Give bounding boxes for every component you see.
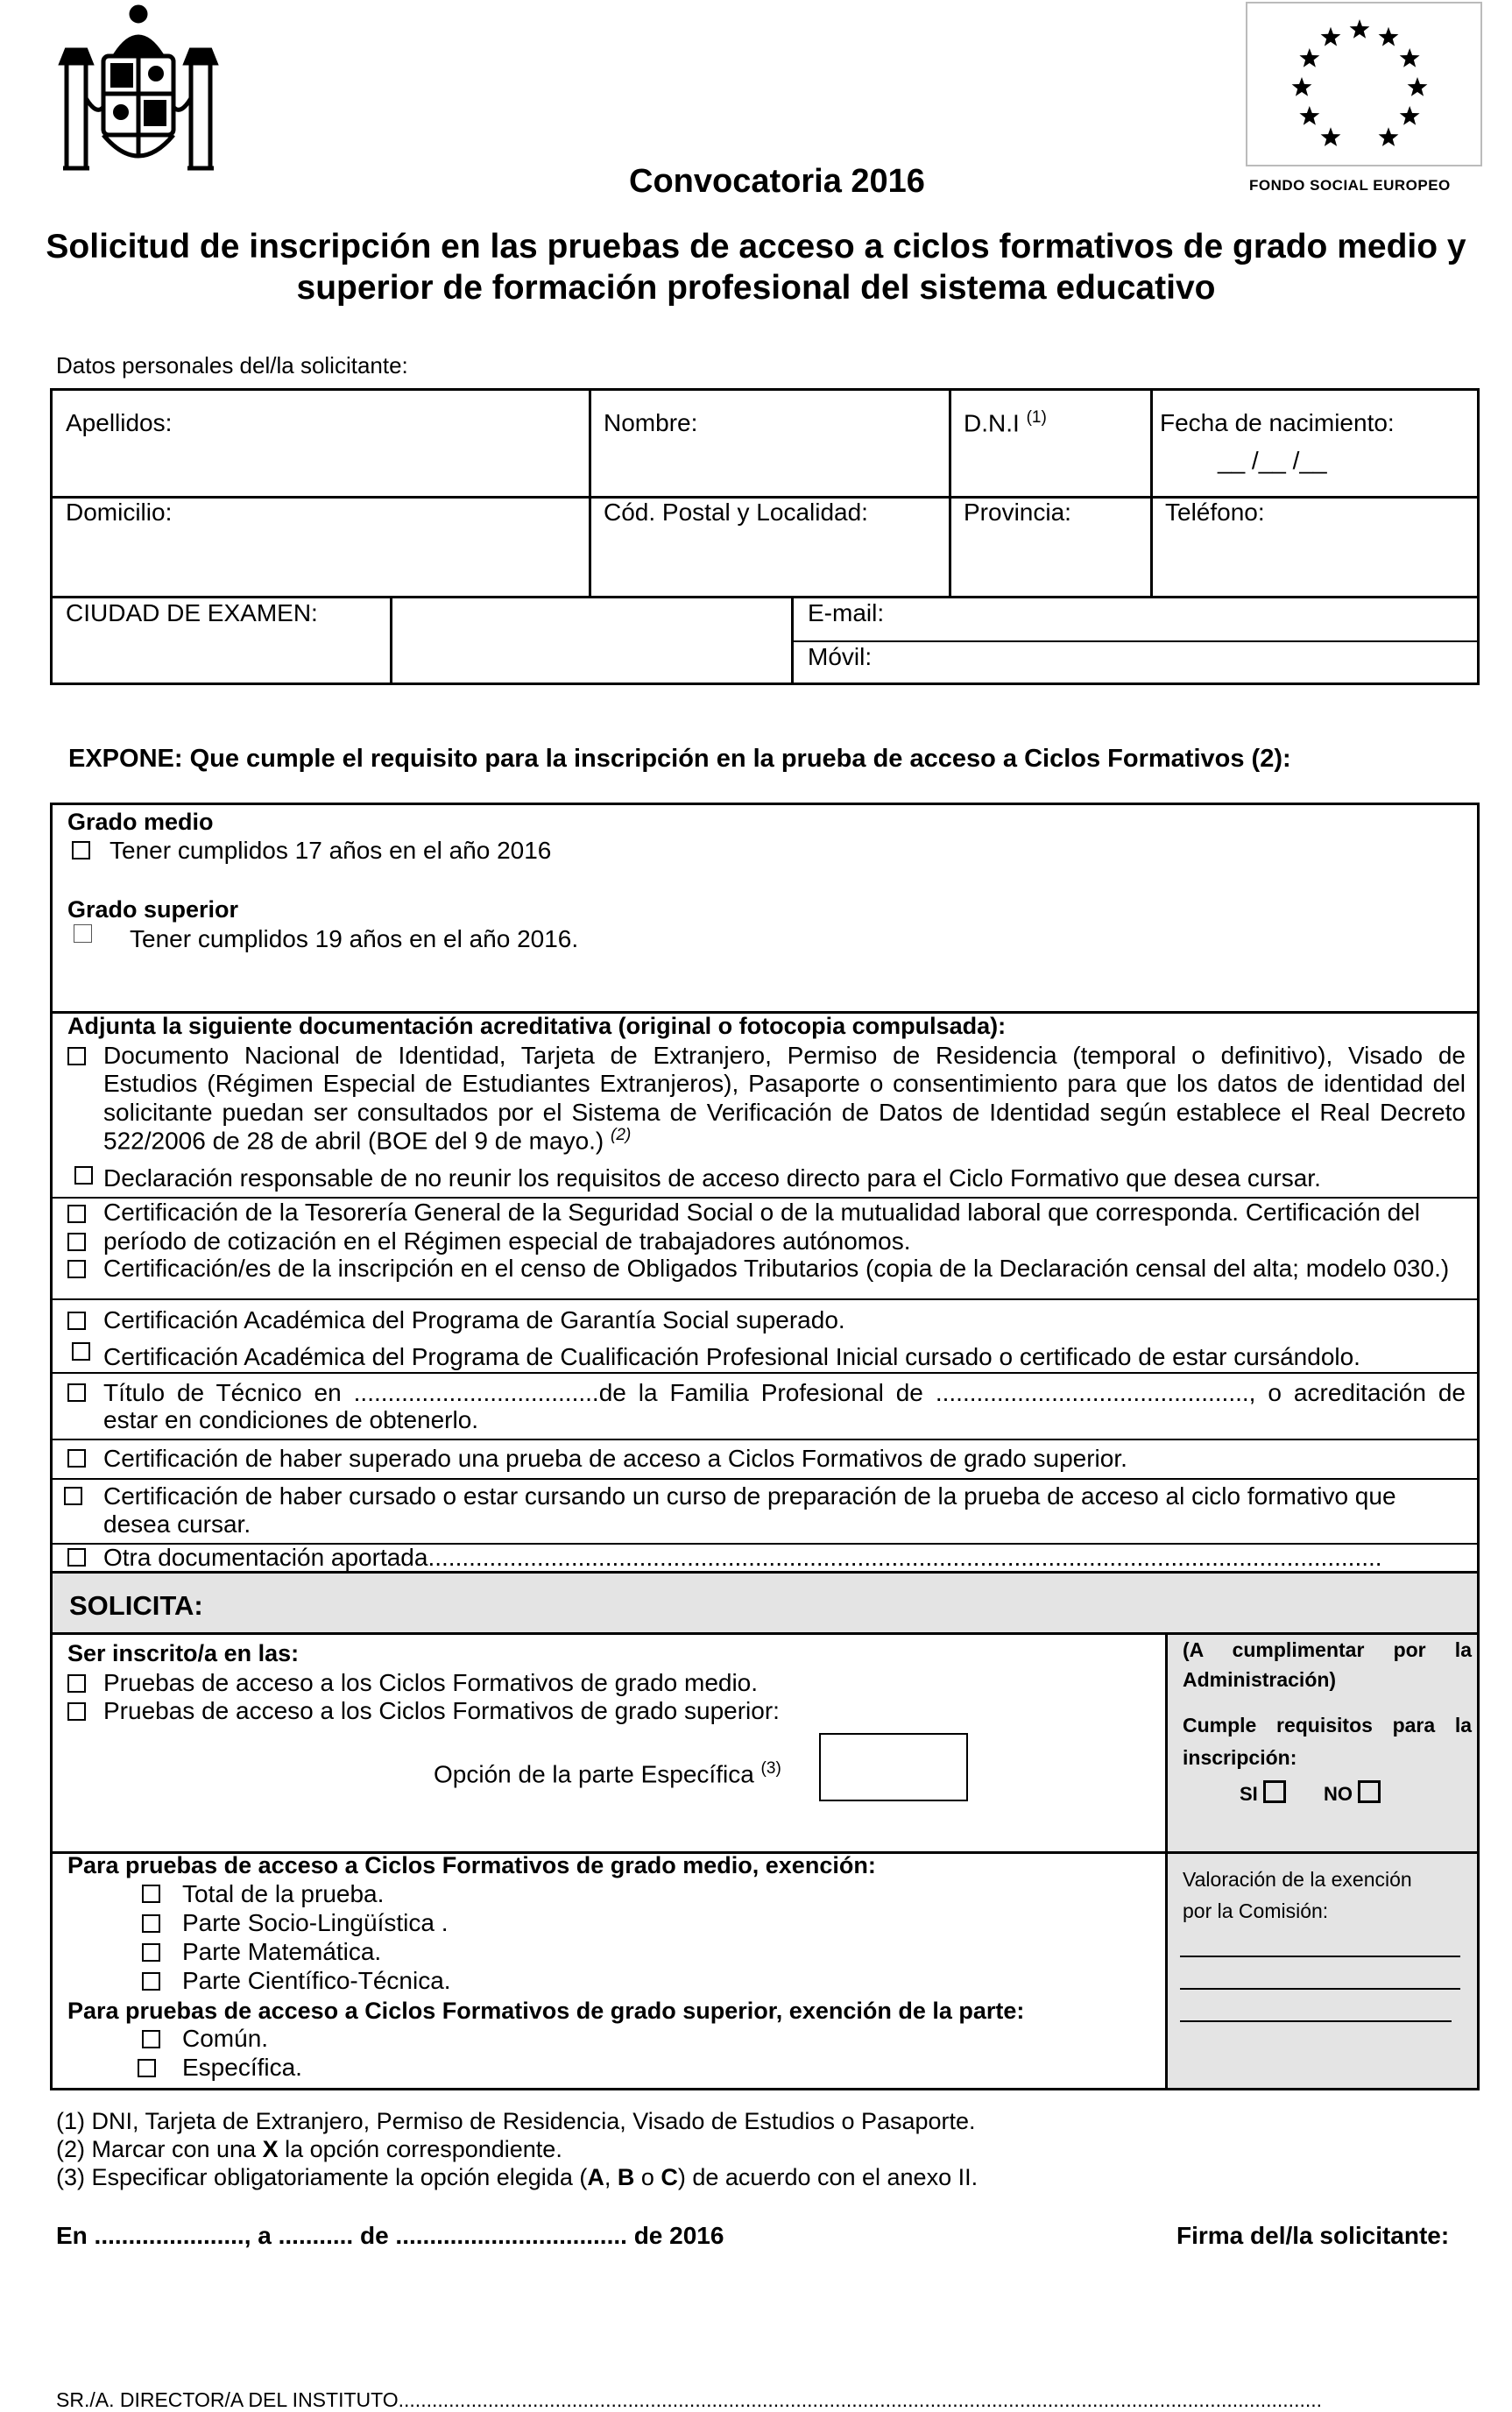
eu-star-icon <box>1379 27 1399 46</box>
dni-field[interactable] <box>964 408 1047 438</box>
grado-medio-checkbox[interactable] <box>72 841 90 859</box>
domicilio-field[interactable]: Domicilio: <box>66 499 173 526</box>
valoracion-signature-line[interactable] <box>1180 2020 1452 2022</box>
autonomos-checkbox[interactable] <box>67 1233 86 1251</box>
solicita-heading: SOLICITA: <box>69 1590 203 1621</box>
pcpi-checkbox[interactable] <box>72 1342 90 1361</box>
opcion-especifica-input[interactable] <box>819 1733 968 1801</box>
pruebas-medio-text: Pruebas de acceso a los Ciclos Formativos de grado medio. <box>103 1669 759 1696</box>
footnote-3-a: A <box>587 2164 604 2190</box>
valoracion-line2: por la Comisión: <box>1183 1899 1329 1922</box>
form-title-line2: superior de formación profesional del sistema educativo <box>296 269 1216 307</box>
exencion-medio-heading: Para pruebas de acceso a Ciclos Formativos de grado medio, exención: <box>67 1852 876 1878</box>
eu-star-icon <box>1379 127 1399 146</box>
exencion-total-text: Total de la prueba. <box>182 1880 385 1907</box>
personal-data-label: Datos personales del/la solicitante: <box>56 352 408 378</box>
titulo-tecnico-line2: estar en condiciones de obtenerlo. <box>103 1406 479 1433</box>
dni-doc-line4-text: 522/2006 de 28 de abril (BOE del 9 de mayo.) <box>103 1127 604 1155</box>
movil-field[interactable]: Móvil: <box>808 643 873 670</box>
exencion-superior-heading: Para pruebas de acceso a Ciclos Formativos de grado superior, exención de la parte: <box>67 1998 1025 2024</box>
ciudad-examen-field[interactable] <box>392 598 789 683</box>
eu-star-icon <box>1350 19 1370 39</box>
pruebas-superior-text: Pruebas de acceso a los Ciclos Formativos de grado superior: <box>103 1697 780 1724</box>
eu-fund-label: FONDO SOCIAL EUROPEO <box>1249 177 1451 194</box>
signature-label: Firma del/la solicitante: <box>1176 2222 1450 2249</box>
eu-star-icon <box>1408 77 1428 96</box>
prueba-superior-checkbox[interactable] <box>67 1449 86 1468</box>
exencion-especifica-text: Específica. <box>182 2054 302 2081</box>
exencion-especifica-checkbox[interactable] <box>138 2059 156 2077</box>
curso-preparacion-line1: Certificación de haber cursado o estar cursando un curso de preparación de la prueba de acceso al ciclo formativo que <box>103 1482 1396 1510</box>
director-line: SR./A. DIRECTOR/A DEL INSTITUTO..................................................................................................................................................................... <box>56 2388 1323 2411</box>
footnote-3-sep1: , <box>604 2164 618 2190</box>
eu-star-icon <box>1292 77 1312 96</box>
footnote-3-c: C <box>661 2164 678 2190</box>
tesoreria-line2: período de cotización en el Régimen especial de trabajadores autónomos. <box>103 1227 911 1255</box>
eu-star-icon <box>1321 127 1341 146</box>
eu-star-icon <box>1400 106 1420 125</box>
dni-doc-line3: solicitante puedan ser consultados por el Sistema de Verificación de Datos de Identidad según establece el Real Decreto <box>103 1099 1466 1126</box>
otra-doc-text: Otra documentación aportada............................................................................................................................................ <box>103 1544 1382 1571</box>
valoracion-signature-line[interactable] <box>1180 1988 1460 1990</box>
cp-localidad-field[interactable]: Cód. Postal y Localidad: <box>604 499 868 526</box>
footnote-3-pre: (3) Especificar obligatoriamente la opción elegida ( <box>56 2164 588 2190</box>
expone-heading: EXPONE: Que cumple el requisito para la inscripción en la prueba de acceso a Ciclos Formativos (2): <box>68 745 1291 773</box>
apellidos-field[interactable]: Apellidos: <box>66 409 173 436</box>
titulo-tecnico-line1: Título de Técnico en ....................................de la Familia Profesional de .............................................., o acreditación de <box>103 1379 1466 1406</box>
garantia-social-text: Certificación Académica del Programa de Garantía Social superado. <box>103 1306 845 1333</box>
cumple-line2: inscripción: <box>1183 1746 1297 1769</box>
dni-label: D.N.I <box>964 409 1020 437</box>
tesoreria-checkbox[interactable] <box>67 1205 86 1223</box>
curso-preparacion-checkbox[interactable] <box>64 1487 82 1505</box>
no-option[interactable] <box>1324 1780 1381 1806</box>
footnote-2 <box>56 2135 562 2163</box>
pruebas-superior-checkbox[interactable] <box>67 1702 86 1721</box>
nombre-field[interactable]: Nombre: <box>604 409 698 436</box>
exencion-socio-checkbox[interactable] <box>142 1914 160 1933</box>
eu-star-icon <box>1321 27 1341 46</box>
exencion-cientifico-text: Parte Científico-Técnica. <box>182 1967 451 1994</box>
solicita-header <box>53 1574 1477 1635</box>
exencion-cientifico-checkbox[interactable] <box>142 1972 160 1991</box>
footnote-2-mark: X <box>262 2136 279 2162</box>
dni-doc-line1: Documento Nacional de Identidad, Tarjeta de Extranjero, Permiso de Residencia (temporal o definitivo), Visado de <box>103 1042 1466 1069</box>
docs-heading: Adjunta la siguiente documentación acreditativa (original o fotocopia compulsada): <box>67 1013 1007 1039</box>
grado-medio-requirement: Tener cumplidos 17 años en el año 2016 <box>110 837 552 864</box>
opcion-especifica-label <box>434 1759 781 1789</box>
footnote-2-pre: (2) Marcar con una <box>56 2136 263 2162</box>
pruebas-medio-checkbox[interactable] <box>67 1674 86 1693</box>
telefono-field[interactable]: Teléfono: <box>1165 499 1265 526</box>
cumple-line1: Cumple requisitos para la <box>1183 1714 1472 1736</box>
si-checkbox[interactable] <box>1263 1780 1286 1803</box>
eu-star-icon <box>1299 48 1319 67</box>
birthdate-label: Fecha de nacimiento: <box>1160 409 1395 436</box>
requirements-documents-box <box>50 803 1480 1574</box>
email-field[interactable]: E-mail: <box>808 599 885 626</box>
exencion-comun-text: Común. <box>182 2025 269 2052</box>
exencion-comun-checkbox[interactable] <box>142 2030 160 2048</box>
exencion-total-checkbox[interactable] <box>142 1885 160 1903</box>
garantia-social-checkbox[interactable] <box>67 1312 86 1330</box>
footnote-3-post: ) de acuerdo con el anexo II. <box>677 2164 979 2190</box>
censo-text: Certificación/es de la inscripción en el censo de Obligados Tributarios (copia de la Declaración censal del alta; modelo 030.) <box>103 1255 1450 1282</box>
inscrito-label: Ser inscrito/a en las: <box>67 1640 300 1666</box>
prueba-superior-text: Certificación de haber superado una prueba de acceso a Ciclos Formativos de grado superior. <box>103 1445 1127 1472</box>
place-date-line[interactable]: En ......................, a ........... de .................................. de 2016 <box>56 2222 724 2249</box>
birthdate-field[interactable]: __ /__ /__ <box>1218 447 1327 474</box>
footnote-2-post: la opción correspondiente. <box>278 2136 562 2162</box>
censo-checkbox[interactable] <box>67 1260 86 1278</box>
opcion-especifica-text: Opción de la parte Específica <box>434 1760 754 1788</box>
exencion-mate-text: Parte Matemática. <box>182 1938 382 1965</box>
curso-preparacion-line2: desea cursar. <box>103 1510 251 1538</box>
grado-superior-label: Grado superior <box>67 896 239 923</box>
dni-doc-line2: Estudios (Régimen Especial de Estudiantes Extranjeros), Pasaporte o consentimiento para que los datos de identidad del <box>103 1070 1466 1097</box>
admin-note-line2: Administración) <box>1183 1668 1337 1691</box>
valoracion-signature-line[interactable] <box>1180 1956 1460 1957</box>
eu-star-icon <box>1400 48 1420 67</box>
personal-data-table <box>50 388 1480 685</box>
convocatoria-title: Convocatoria 2016 <box>629 163 925 200</box>
footnote-3-sep2: o <box>634 2164 661 2190</box>
eu-star-icon <box>1299 106 1319 125</box>
si-option[interactable] <box>1240 1780 1286 1806</box>
ciudad-examen-label: CIUDAD DE EXAMEN: <box>66 599 318 626</box>
form-title-line1: Solicitud de inscripción en las pruebas de acceso a ciclos formativos de grado medio y <box>46 228 1466 265</box>
no-checkbox[interactable] <box>1358 1780 1381 1803</box>
declaracion-checkbox[interactable] <box>74 1166 93 1185</box>
no-label: NO <box>1324 1783 1353 1805</box>
exencion-socio-text: Parte Socio-Lingüística . <box>182 1909 449 1936</box>
opcion-footnote-ref: (3) <box>760 1759 781 1778</box>
footnote-1: (1) DNI, Tarjeta de Extranjero, Permiso de Residencia, Visado de Estudios o Pasaporte. <box>56 2108 976 2134</box>
footnote-3 <box>56 2163 978 2191</box>
declaracion-text: Declaración responsable de no reunir los requisitos de acceso directo para el Ciclo Formativo que desea cursar. <box>103 1164 1321 1192</box>
valoracion-line1: Valoración de la exención <box>1183 1868 1412 1891</box>
exencion-mate-checkbox[interactable] <box>142 1943 160 1962</box>
si-label: SI <box>1240 1783 1258 1805</box>
grado-superior-checkbox[interactable] <box>74 924 92 943</box>
otra-doc-checkbox[interactable] <box>67 1548 86 1567</box>
solicita-box <box>50 1571 1480 2090</box>
dni-doc-checkbox[interactable] <box>67 1047 86 1065</box>
grado-medio-label: Grado medio <box>67 809 214 835</box>
admin-note-line1: (A cumplimentar por la <box>1183 1638 1472 1661</box>
european-union-flag-icon <box>1246 2 1482 166</box>
footnote-3-b: B <box>617 2164 635 2190</box>
dni-footnote-ref: (1) <box>1026 408 1047 427</box>
dni-doc-line4 <box>103 1126 631 1156</box>
dni-doc-footnote-ref: (2) <box>611 1126 632 1144</box>
tesoreria-line1: Certificación de la Tesorería General de la Seguridad Social o de la mutualidad laboral que corresponda. Certificación del <box>103 1199 1421 1226</box>
pcpi-text: Certificación Académica del Programa de Cualificación Profesional Inicial cursado o certificado de estar cursándolo. <box>103 1343 1360 1370</box>
provincia-field[interactable]: Provincia: <box>964 499 1071 526</box>
spanish-coat-of-arms-icon <box>54 2 223 191</box>
grado-superior-requirement: Tener cumplidos 19 años en el año 2016. <box>130 925 579 952</box>
titulo-tecnico-checkbox[interactable] <box>67 1383 86 1402</box>
